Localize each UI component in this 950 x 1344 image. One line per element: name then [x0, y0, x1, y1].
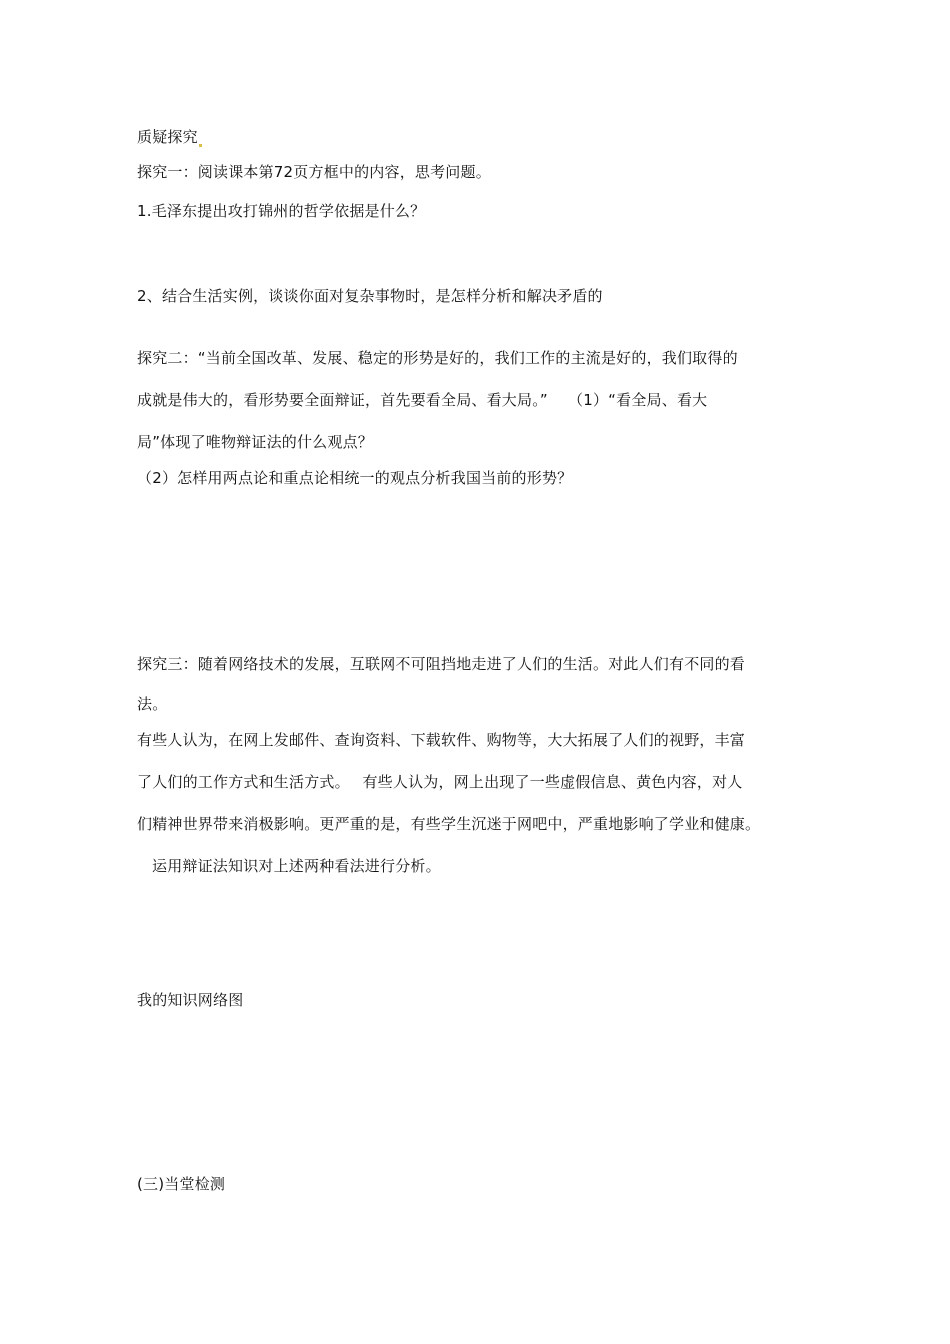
- section-heading: 质疑探究: [137, 127, 202, 147]
- inquiry2-line1: 探究二：“当前全国改革、发展、稳定的形势是好的，我们工作的主流是好的，我们取得的: [137, 349, 738, 367]
- inquiry3-line1: 探究三：随着网络技术的发展，互联网不可阻挡地走进了人们的生活。对此人们有不同的看: [137, 655, 746, 673]
- edit-mark: [199, 144, 202, 147]
- inquiry1-intro: 探究一：阅读课本第72页方框中的内容，思考问题。: [137, 163, 491, 181]
- inquiry3-line5: 们精神世界带来消极影响。更严重的是，有些学生沉迷于网吧中，严重地影响了学业和健康。: [137, 815, 761, 833]
- class-test-heading: (三)当堂检测: [137, 1175, 226, 1193]
- inquiry3-line4: 了人们的工作方式和生活方式。 有些人认为，网上出现了一些虚假信息、黄色内容，对人: [137, 773, 743, 791]
- inquiry3-line6: 运用辩证法知识对上述两种看法进行分析。: [152, 857, 441, 875]
- inquiry1-question1: 1.毛泽东提出攻打锦州的哲学依据是什么？: [137, 202, 426, 220]
- inquiry1-question2: 2、结合生活实例，谈谈你面对复杂事物时，是怎样分析和解决矛盾的: [137, 287, 603, 305]
- knowledge-map-heading: 我的知识网络图: [137, 991, 244, 1009]
- inquiry3-line2: 法。: [137, 695, 168, 713]
- inquiry2-line4: （2）怎样用两点论和重点论相统一的观点分析我国当前的形势？: [137, 469, 573, 487]
- inquiry2-line2: 成就是伟大的，看形势要全面辩证，首先要看全局、看大局。” （1）“看全局、看大: [137, 391, 708, 409]
- inquiry3-line3: 有些人认为，在网上发邮件、查询资料、下载软件、购物等，大大拓展了人们的视野，丰富: [137, 731, 746, 749]
- inquiry2-line3: 局”体现了唯物辩证法的什么观点？: [137, 433, 373, 451]
